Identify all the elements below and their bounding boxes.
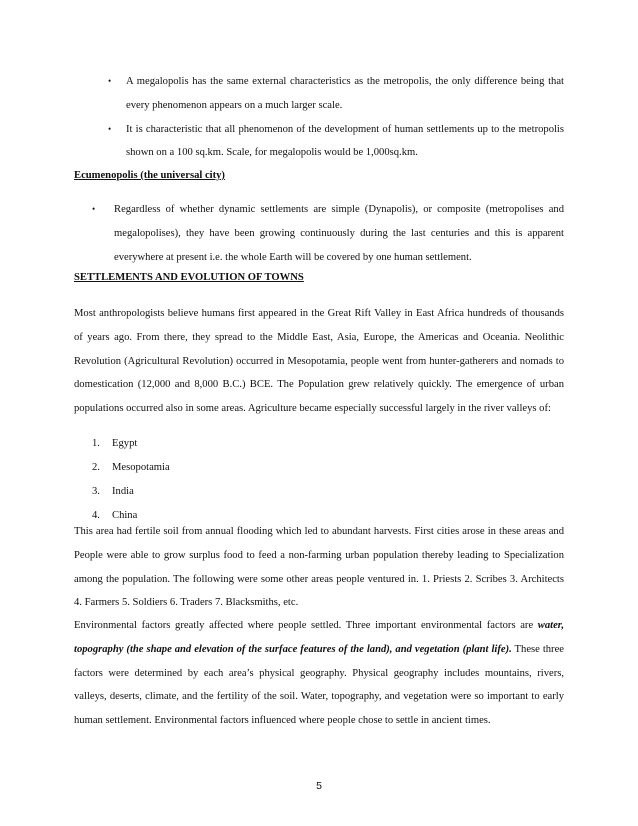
- environmental-detail-text: These three factors were determined by each area’s physical geography. Physical geography includes mountains, rivers, valleys, deserts, climate, and the fertility of the soil. Water, topography, and vegetation were so important to early human settlement. Environmental factors influenced where people chose to settle in ancient times.: [74, 643, 564, 727]
- page-number: 5: [316, 780, 322, 792]
- list-text: India: [112, 485, 134, 497]
- bullet-text: A megalopolis has the same external characteristics as the metropolis, the only difference being that every phenomenon appears on a much larger scale.: [126, 76, 564, 111]
- list-item: [92, 198, 564, 269]
- environmental-intro-text: Environmental factors greatly affected where people settled. Three important environmental factors are: [74, 620, 538, 631]
- bullet-icon: •: [108, 76, 112, 86]
- list-text: China: [112, 509, 138, 521]
- river-valleys-list: [92, 432, 170, 528]
- list-item: [92, 480, 170, 504]
- settlements-heading: SETTLEMENTS AND EVOLUTION OF TOWNS: [74, 272, 304, 283]
- bullet-text: It is characteristic that all phenomenon of the development of human settlements up to the metropolis shown on a 100 sq.km. Scale, for megalopolis would be 1,000sq.km.: [126, 123, 564, 159]
- list-number: 2.: [92, 461, 100, 473]
- list-item: [92, 456, 170, 480]
- environmental-factors-paragraph: [74, 614, 564, 733]
- bullet-icon: •: [92, 204, 96, 214]
- list-number: 4.: [92, 509, 100, 521]
- ecumenopolis-bullet-list: [92, 198, 564, 269]
- list-item: [108, 118, 564, 166]
- list-number: 1.: [92, 438, 100, 449]
- list-text: Mesopotamia: [112, 461, 170, 473]
- intro-paragraph: Most anthropologists believe humans first appeared in the Great Rift Valley in East Africa hundreds of thousands of years ago. From there, they spread to the Middle East, Asia, Europe, the Americas and Oceania. Neolithic Revolution (Agricultural Revolution) occurred in Mesopotamia, people went from hunter-gatherers and nomads to domestication (12,000 and 8,000 B.C.) BCE. The Population grew relatively quickly. The emergence of urban populations occurred also in some areas. Agriculture became especially successful largely in the river valleys of:: [74, 308, 564, 415]
- list-item: [92, 432, 170, 456]
- bullet-text: Regardless of whether dynamic settlements are simple (Dynapolis), or composite (metropolises and megalopolises), they have been growing continuously during the last centuries and this is apparent everywhere at present i.e. the whole Earth will be covered by one human settlement.: [114, 204, 564, 263]
- list-text: Egypt: [112, 438, 138, 449]
- ecumenopolis-heading: Ecumenopolis (the universal city): [74, 170, 225, 181]
- fertile-soil-paragraph: This area had fertile soil from annual flooding which led to abundant harvests. First cities arose in these areas and People were able to grow surplus food to feed a non-farming urban population thereby leading to Specialization among the population. The following were some other areas people ventured in. 1. Priests 2. Scribes 3. Architects 4. Farmers 5. Soldiers 6. Traders 7. Blacksmiths, etc.: [74, 526, 564, 609]
- list-item: [108, 70, 564, 118]
- list-number: 3.: [92, 485, 100, 497]
- environmental-factors-emphasis: water, topography (the shape and elevation of the surface features of the land), and vegetation (plant life).: [74, 620, 564, 655]
- bullet-icon: •: [108, 123, 112, 134]
- megalopolis-bullet-list: [108, 70, 564, 165]
